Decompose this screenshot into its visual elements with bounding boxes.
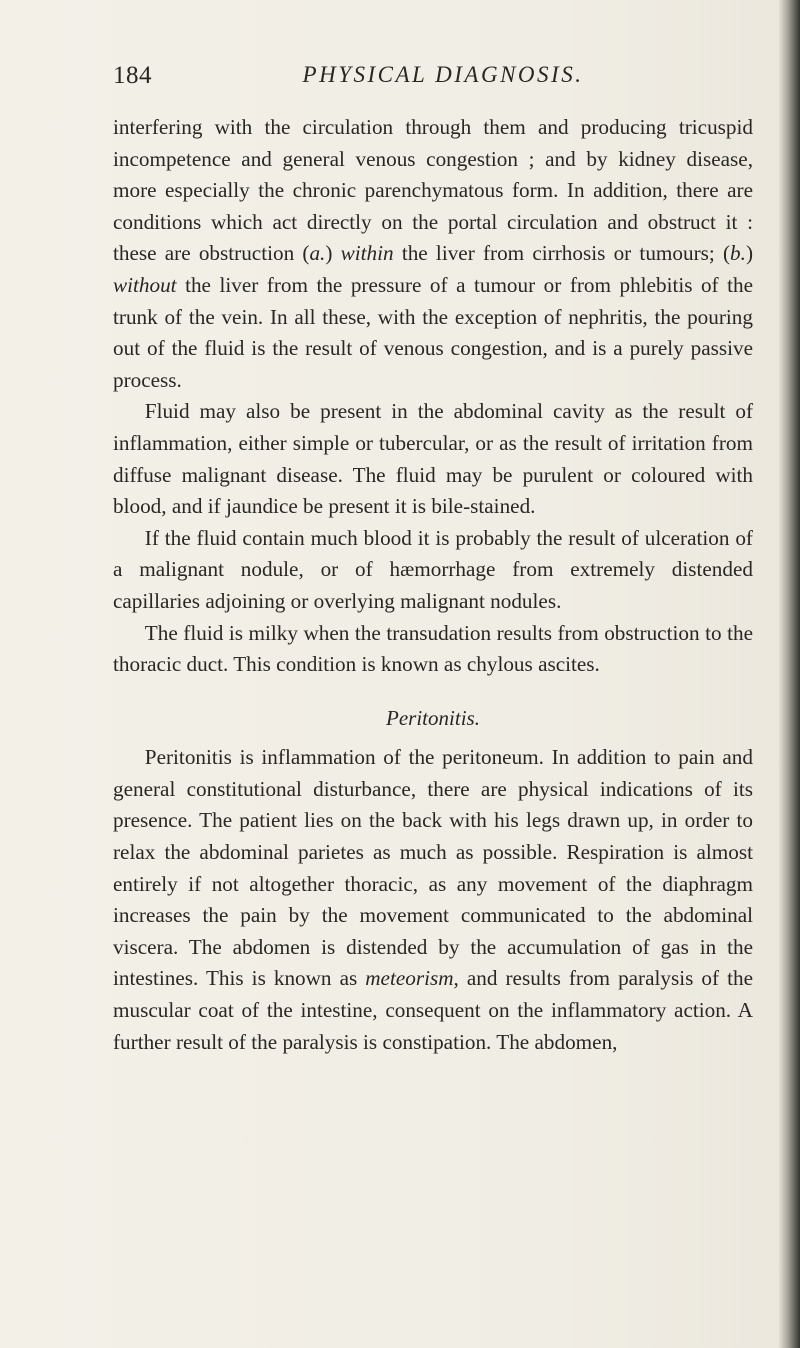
list-marker-b: b. [730, 241, 746, 266]
body-text [113, 112, 753, 1058]
paragraph: If the fluid contain much blood it is probably the result of ulceration of a malignant nodule, or of hæmorrhage from extremely distended capillaries adjoining or overlying malignant nodules. [113, 525, 753, 613]
paragraph: Fluid may also be present in the abdominal cavity as the result of inflammation, either simple or tubercular, or as the result of irritation from diffuse malignant disease. The fluid may be purulent or coloured with blood, and if jaundice be present it is bile-stained. [113, 399, 753, 519]
paragraph: Peritonitis is inflammation of the peritoneum. In addition to pain and general constitutional disturbance, there are physical indications of its presence. The patient lies on the back with his legs drawn up, in order to relax the abdominal parietes as much as possible. Respiration is almost entirely if not altogether thoracic, as any movement of the diaphragm increases the pain by the movement communicated to the abdominal viscera. The abdomen is distended by the accumulation of gas in the intestines. This is known as meteorism, and results from paralysis of the muscular coat of the intestine, consequent on the inflammatory action. A further result of the paralysis is constipation. The abdomen, [113, 745, 753, 1054]
page-edge-shadow [778, 0, 800, 1348]
list-marker-a: a. [309, 241, 326, 266]
emphasis-meteorism: meteorism [365, 966, 454, 991]
emphasis-within: within [340, 241, 394, 266]
paragraph: interfering with the circulation through them and producing tricuspid incompetence and general venous congestion ; and by kidney disease, more especially the chronic parenchymatous form. In addition, there are conditions which act directly on the portal circulation and obstruct it : these are obstruction (a.) within the liver from cirrhosis or tumours; (b.) without the liver from the pressure of a tumour or from phlebitis of the trunk of the vein. In all these, with the exception of nephritis, the pouring out of the fluid is the result of venous congestion, and is a purely passive process. [113, 115, 753, 392]
paragraph: The fluid is milky when the transudation results from obstruction to the thoracic duct. This condition is known as chylous ascites. [113, 620, 753, 677]
section-heading: Peritonitis. [386, 705, 480, 730]
running-title: PHYSICAL DIAGNOSIS. [302, 62, 584, 87]
page-number: 184 [113, 62, 152, 89]
page-header [113, 62, 753, 102]
emphasis-without: without [113, 272, 177, 297]
